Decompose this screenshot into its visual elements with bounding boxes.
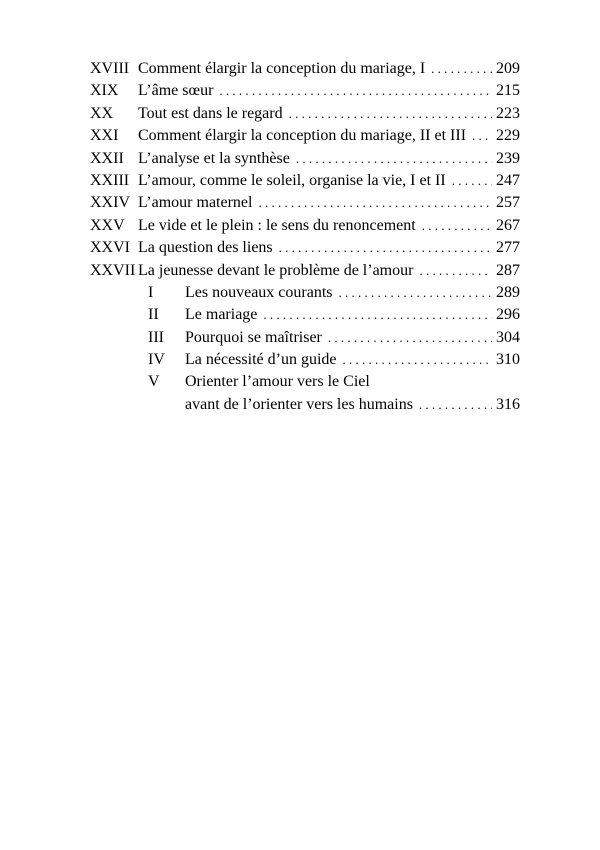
page-number: 223 xyxy=(496,104,520,122)
dot-leader xyxy=(422,215,492,237)
dot-leader xyxy=(419,394,492,416)
page-number: 310 xyxy=(496,351,520,369)
toc-entry xyxy=(90,170,520,192)
section-title: La nécessité d’un guide xyxy=(185,351,337,369)
page-number: 289 xyxy=(496,283,520,301)
toc-subentry xyxy=(90,327,520,349)
toc-subentry-continuation xyxy=(148,394,520,416)
dot-leader xyxy=(343,349,493,371)
chapter-title: L’amour maternel xyxy=(138,194,253,212)
page-number: 209 xyxy=(496,60,520,77)
dot-leader xyxy=(339,282,492,304)
chapter-title: L’âme sœur xyxy=(138,82,214,100)
dot-leader xyxy=(263,304,492,326)
page-number: 277 xyxy=(496,239,520,257)
chapter-number: XXII xyxy=(90,149,124,167)
section-title-line-2: avant de l’orienter vers les humains xyxy=(185,395,413,413)
dot-leader xyxy=(472,125,492,147)
dot-leader xyxy=(452,170,492,192)
page-number: 296 xyxy=(496,306,520,324)
dot-leader xyxy=(279,237,492,259)
dot-leader xyxy=(328,327,492,349)
section-title-line-1: Orienter l’amour vers le Ciel xyxy=(185,373,370,391)
dot-leader xyxy=(419,260,492,282)
page-number: 316 xyxy=(496,395,520,413)
toc-entry xyxy=(90,148,520,170)
chapter-title: Tout est dans le regard xyxy=(138,104,283,122)
toc-entry xyxy=(90,80,520,102)
section-number: II xyxy=(148,306,159,324)
toc-subentry xyxy=(90,349,520,371)
dot-leader xyxy=(296,148,492,170)
toc-entry xyxy=(90,103,520,125)
chapter-title: Le vide et le plein : le sens du renoncement xyxy=(138,216,416,234)
chapter-number: XIX xyxy=(90,82,119,100)
chapter-number: XXI xyxy=(90,127,119,145)
section-number: V xyxy=(148,373,160,391)
chapter-number: XXV xyxy=(90,216,125,234)
page-number: 257 xyxy=(496,194,520,212)
toc-subentry xyxy=(90,371,520,416)
chapter-title: La question des liens xyxy=(138,239,273,257)
section-title: Les nouveaux courants xyxy=(185,283,333,301)
toc-entry xyxy=(90,192,520,214)
chapter-number: XXIII xyxy=(90,171,130,189)
page-number: 239 xyxy=(496,149,520,167)
toc-entry xyxy=(90,58,520,80)
page-number: 304 xyxy=(496,328,520,346)
chapter-title: Comment élargir la conception du mariage, II et III xyxy=(138,127,467,145)
dot-leader xyxy=(258,192,492,214)
chapter-title: L’amour, comme le soleil, organise la vie, I et II xyxy=(138,171,446,189)
section-title: Pourquoi se maîtriser xyxy=(185,328,322,346)
chapter-number: XX xyxy=(90,104,114,122)
toc-entry xyxy=(90,125,520,147)
dot-leader xyxy=(219,80,492,102)
page-number: 267 xyxy=(496,216,520,234)
page-number: 215 xyxy=(496,82,520,100)
page-number: 287 xyxy=(496,261,520,279)
toc-entry xyxy=(90,260,520,282)
chapter-number: XXIV xyxy=(90,194,130,212)
chapter-number: XVIII xyxy=(90,60,130,77)
chapter-title: La jeunesse devant le problème de l’amour xyxy=(138,261,414,279)
table-of-contents xyxy=(90,58,520,416)
chapter-number: XXVI xyxy=(90,239,130,257)
toc-subentry xyxy=(90,304,520,326)
chapter-title: L’analyse et la synthèse xyxy=(138,149,290,167)
page-number: 229 xyxy=(496,127,520,145)
toc-entry xyxy=(90,215,520,237)
page-number: 247 xyxy=(496,171,520,189)
section-number: IV xyxy=(148,351,165,369)
section-number: I xyxy=(148,283,154,301)
chapter-number: XXVII xyxy=(90,261,136,279)
section-number: III xyxy=(148,328,164,346)
toc-subentry xyxy=(90,282,520,304)
section-title: Le mariage xyxy=(185,306,258,324)
dot-leader xyxy=(289,103,492,125)
chapter-title: Comment élargir la conception du mariage, I xyxy=(138,60,426,77)
toc-entry xyxy=(90,237,520,259)
dot-leader xyxy=(431,58,492,80)
